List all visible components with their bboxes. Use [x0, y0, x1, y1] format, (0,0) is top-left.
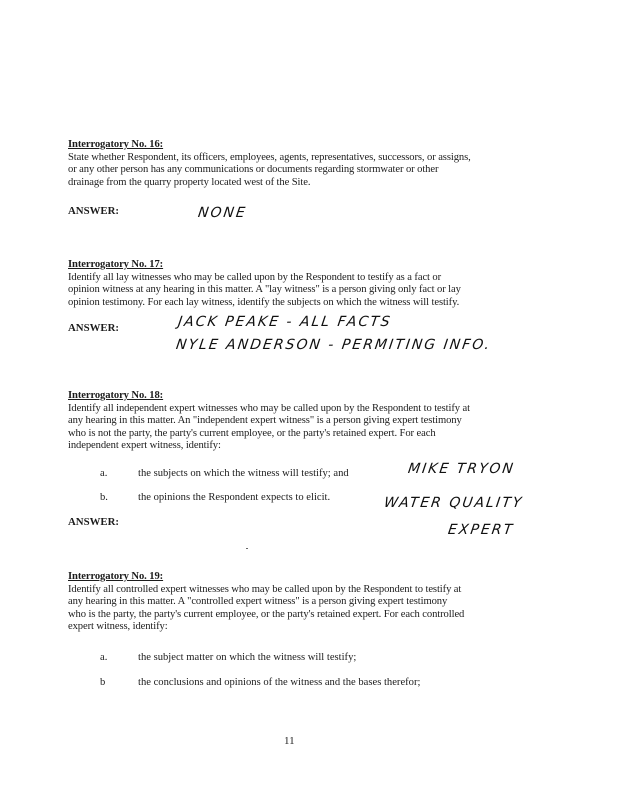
interrogatory-text-line: any hearing in this matter. An "independent expert witness" is a person giving expert testimony: [68, 415, 462, 427]
interrogatory-17: [68, 259, 528, 309]
list-item-letter: a.: [100, 468, 108, 479]
handwritten-answer: WATER QUALITY: [382, 495, 525, 511]
interrogatory-heading: Interrogatory No. 19:: [68, 571, 164, 582]
list-item-letter: a.: [100, 652, 108, 663]
interrogatory-text-line: drainage from the quarry property located west of the Site.: [68, 176, 311, 188]
interrogatory-text-line: or any other person has any communications or documents regarding stormwater or other: [68, 164, 439, 176]
list-item: the opinions the Respondent expects to elicit.: [138, 492, 331, 503]
handwritten-answer: MIKE TRYON: [406, 461, 516, 477]
handwritten-answer: JACK PEAKE - ALL FACTS: [176, 314, 393, 330]
interrogatory-text-line: opinion testimony. For each lay witness, identify the subjects on which the witness will testify.: [68, 296, 460, 308]
answer-label: ANSWER:: [68, 516, 119, 528]
interrogatory-18: [68, 390, 528, 453]
list-item: the subject matter on which the witness will testify;: [138, 652, 357, 663]
interrogatory-heading: Interrogatory No. 17:: [68, 259, 164, 270]
list-item-letter: b.: [100, 492, 108, 503]
interrogatory-19: [68, 571, 528, 634]
answer-label: ANSWER:: [68, 322, 119, 334]
interrogatory-heading: Interrogatory No. 18:: [68, 390, 164, 401]
handwritten-answer: NONE: [196, 205, 248, 221]
interrogatory-text-line: Identify all independent expert witnesses who may be called upon by the Respondent to testify at: [68, 402, 470, 414]
answer-label: ANSWER:: [68, 205, 119, 217]
list-item: the conclusions and opinions of the witness and the bases therefor;: [138, 677, 421, 688]
handwritten-answer: NYLE ANDERSON - PERMITING INFO.: [174, 337, 493, 353]
interrogatory-text-line: who is the party, the party's current employee, or the party's retained expert. For each controlled: [68, 608, 465, 620]
scan-speck: [246, 548, 248, 549]
interrogatory-text-line: Identify all lay witnesses who may be called upon by the Respondent to testify as a fact or: [68, 271, 442, 283]
interrogatory-text-line: independent expert witness, identify:: [68, 440, 221, 452]
interrogatory-text-line: Identify all controlled expert witnesses who may be called upon by the Respondent to testify at: [68, 583, 462, 595]
list-item-letter: b: [100, 677, 106, 688]
interrogatory-text-line: who is not the party, the party's current employee, or the party's retained expert. For each: [68, 427, 436, 439]
interrogatory-heading: Interrogatory No. 16:: [68, 139, 164, 150]
list-item: the subjects on which the witness will testify; and: [138, 468, 349, 479]
interrogatory-text-line: opinion witness at any hearing in this matter. A "lay witness" is a person giving only fact or lay: [68, 284, 461, 296]
interrogatory-text-line: any hearing in this matter. A "controlled expert witness" is a person giving expert testimony: [68, 596, 448, 608]
page-number: 11: [284, 735, 295, 747]
interrogatory-16: [68, 139, 528, 189]
handwritten-answer: EXPERT: [446, 522, 516, 538]
interrogatory-text-line: expert witness, identify:: [68, 621, 168, 633]
interrogatory-text-line: State whether Respondent, its officers, employees, agents, representatives, successors, or assigns,: [68, 151, 471, 163]
